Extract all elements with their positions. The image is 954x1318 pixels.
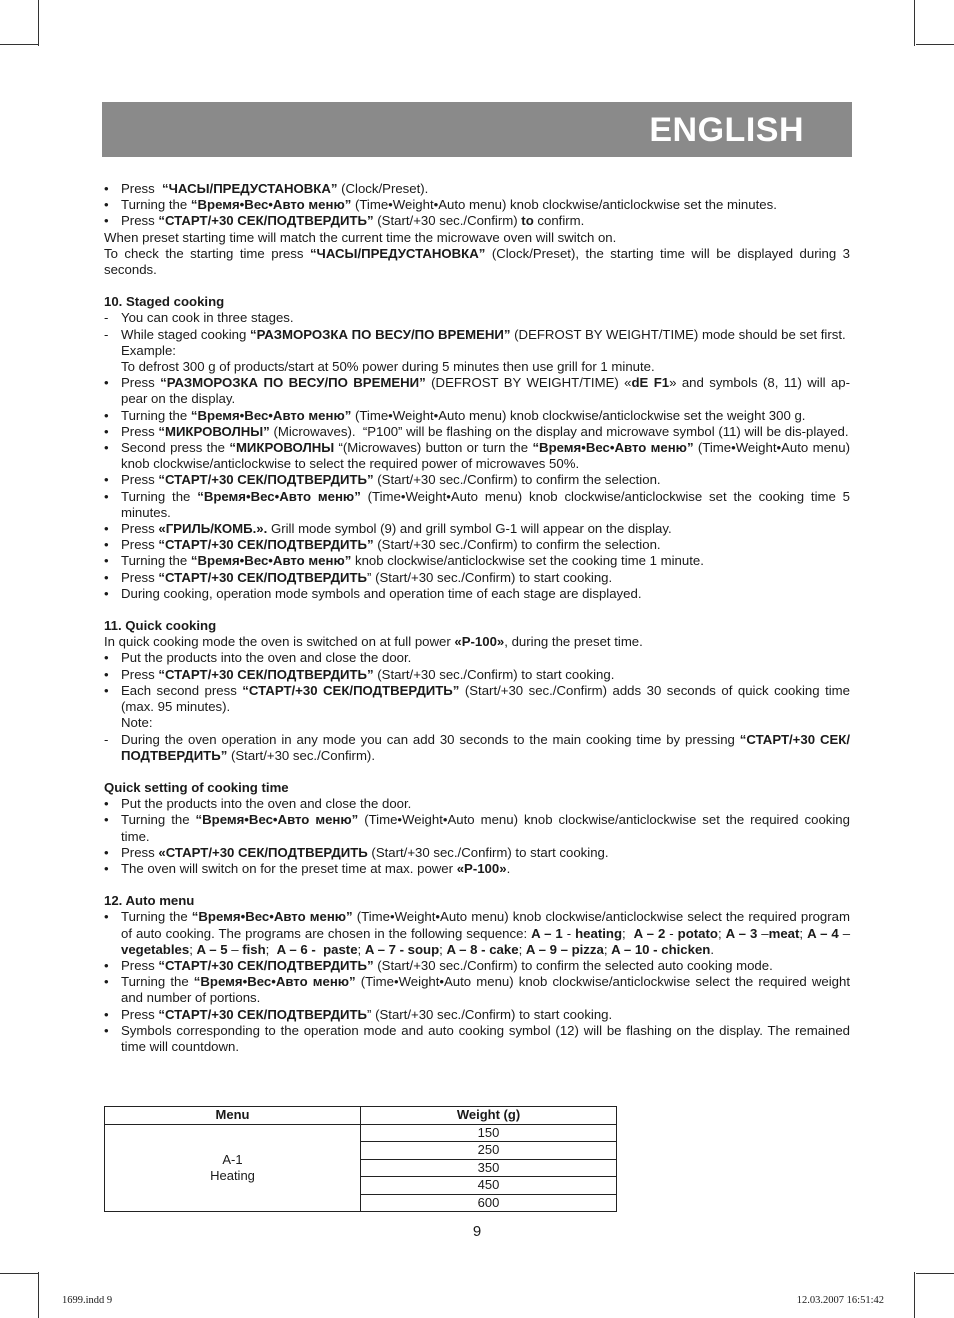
list-item-text: Press “СТАРТ/+30 СЕК/ПОДТВЕРДИТЬ” (Start/+30 sec./Confirm) to confirm the selection. (121, 472, 661, 488)
list-item (104, 553, 850, 569)
bullet-mark: • (104, 521, 109, 537)
crop-mark (916, 44, 954, 45)
bullet-mark: • (104, 957, 109, 973)
bullet-mark: • (104, 423, 109, 439)
list-item (104, 537, 850, 553)
bullet-mark: • (104, 553, 109, 569)
bullet-mark: • (104, 974, 109, 990)
list-item (104, 909, 850, 958)
list-item (104, 489, 850, 521)
list-item (104, 472, 850, 488)
footer-timestamp: 12.03.2007 16:51:42 (796, 1295, 884, 1306)
bullet-list (104, 796, 850, 877)
weight-cell: 150 (361, 1124, 617, 1142)
bullet-mark: • (104, 1006, 109, 1022)
list-item (104, 213, 850, 229)
bullet-mark: • (104, 181, 109, 196)
list-item-text: Press “СТАРТ/+30 СЕК/ПОДТВЕРДИТЬ” (Start/+30 sec./Confirm) to confirm the selected auto cooking mode. (121, 957, 773, 973)
list-item (104, 440, 850, 472)
bullet-mark: • (104, 650, 109, 666)
list-item (104, 667, 850, 683)
crop-mark (0, 44, 38, 45)
list-item-text: The oven will switch on for the preset time at max. power «P-100». (121, 860, 511, 876)
page-content (104, 181, 850, 1055)
banner-title: ENGLISH (649, 111, 804, 149)
footer-filename: 1699.indd 9 (62, 1295, 113, 1306)
intro-paragraph: When preset starting time will match the current time the microwave oven will switch on. (104, 229, 617, 245)
crop-mark (914, 0, 915, 46)
section-heading: 12. Auto menu (104, 893, 195, 909)
bullet-list (104, 375, 850, 602)
dash-item: - You can cook in three stages. (104, 310, 294, 326)
menu-code: A-1 (222, 1151, 243, 1167)
page-number: 9 (472, 1223, 482, 1240)
list-item-text: Symbols corresponding to the operation mode and auto cooking symbol (12) will be flashing on the display. The remained time will countdown. (121, 1022, 850, 1054)
menu-cell (105, 1124, 361, 1212)
bullet-mark: • (104, 569, 109, 585)
table-row (105, 1124, 617, 1142)
list-item-text: Press «ГРИЛЬ/КОМБ.». Grill mode symbol (9) and grill symbol G-1 will appear on the display. (121, 521, 672, 537)
list-item-text: Turning the “Время•Вес•Авто меню” (Time•Weight•Auto menu) knob clockwise/anticlockwise select the required program of auto cooking. The programs are chosen in the following sequence: A – 1 - heating; A – 2 - potato; A – 3 –meat; A – 4 –vegetables; A – 5 – fish; A – 6 - paste; A – 7 - soup; A – 8 - cake; A – 9 – pizza; A – 10 - chicken. (121, 909, 851, 957)
section-intro: In quick cooking mode the oven is switched on at full power «P-100», during the preset time. (104, 634, 643, 650)
crop-mark (0, 1273, 38, 1274)
bullet-mark: • (104, 472, 109, 488)
menu-name: Heating (210, 1167, 255, 1183)
bullet-mark: • (104, 844, 109, 860)
bullet-mark: • (104, 213, 109, 229)
list-item-text: Second press the “МИКРОВОЛНЫ “(Microwaves) button or turn the “Время•Вес•Авто меню” (Time•Weight•Auto menu) knob clockwise/anticlockwise to select the required power of microwaves 50%. (121, 440, 850, 472)
crop-mark (914, 1272, 915, 1318)
bullet-list (104, 650, 850, 715)
section-heading: Quick setting of cooking time (104, 779, 289, 795)
list-item-text: Turning the “Время•Вес•Авто меню” (Time•Weight•Auto menu) knob clockwise/anticlockwise set the weight 300 g. (121, 407, 806, 423)
bullet-mark: • (104, 585, 109, 601)
bullet-mark: • (104, 860, 109, 876)
auto-menu-weight-table (104, 1106, 617, 1212)
bullet-mark: • (104, 1022, 109, 1038)
list-item (104, 408, 850, 424)
weight-cell: 350 (361, 1159, 617, 1177)
list-item (104, 861, 850, 877)
list-item (104, 181, 850, 197)
list-item-text: Put the products into the oven and close the door. (121, 796, 412, 812)
bullet-list (104, 909, 850, 1055)
list-item (104, 1023, 850, 1055)
weight-cell: 250 (361, 1142, 617, 1160)
dash-item: - During the oven operation in any mode you can add 30 seconds to the main cooking time by pressing “СТАРТ/+30 СЕК/ПОДТВЕРДИТЬ” (Start/+30 sec./Confirm). (104, 731, 850, 763)
table-header-menu: Menu (105, 1107, 361, 1125)
list-item (104, 650, 850, 666)
weight-cell: 600 (361, 1194, 617, 1212)
table-header-weight: Weight (g) (361, 1107, 617, 1125)
list-item-text: Press «СТАРТ/+30 СЕК/ПОДТВЕРДИТЬ (Start/+30 sec./Confirm) to start cooking. (121, 844, 609, 860)
list-item (104, 958, 850, 974)
list-item-text: Turning the “Время•Вес•Авто меню” (Time•Weight•Auto menu) knob clockwise/anticlockwise set the required cooking time. (121, 812, 850, 844)
list-item-text: Press “СТАРТ/+30 СЕК/ПОДТВЕРДИТЬ” (Start/+30 sec./Confirm) to confirm the selection. (121, 537, 661, 553)
list-item (104, 1007, 850, 1023)
list-item (104, 375, 850, 407)
crop-mark (38, 0, 39, 46)
list-item-text: Press “МИКРОВОЛНЫ” (Microwaves). “P100” will be flashing on the display and microwave symbol (11) will be dis-played. (121, 423, 849, 439)
list-item-text: Turning the “Время•Вес•Авто меню” (Time•Weight•Auto menu) knob clockwise/anticlockwise set the minutes. (121, 197, 777, 213)
list-item (104, 197, 850, 213)
list-item-text: Press “РАЗМОРОЗКА ПО ВЕСУ/ПО ВРЕМЕНИ” (DEFROST BY WEIGHT/TIME) «dE F1» and symbols (8, 11) will ap-pear on the display. (121, 375, 851, 407)
list-item (104, 845, 850, 861)
language-banner (102, 102, 852, 157)
table-header-row (105, 1107, 617, 1125)
bullet-mark: • (104, 812, 109, 828)
section-heading: 11. Quick cooking (104, 618, 217, 634)
list-item (104, 974, 850, 1006)
crop-mark (38, 1272, 39, 1318)
bullet-mark: • (104, 909, 109, 925)
list-item-text: Press “СТАРТ/+30 СЕК/ПОДТВЕРДИТЬ” (Start/+30 sec./Confirm) to confirm. (121, 213, 585, 229)
intro-paragraph: To check the starting time press “ЧАСЫ/ПРЕДУСТАНОВКА” (Clock/Preset), the starting time will be displayed during 3 seconds. (104, 245, 850, 278)
list-item-text: Press “СТАРТ/+30 СЕК/ПОДТВЕРДИТЬ” (Start/+30 sec./Confirm) to start cooking. (121, 569, 613, 585)
list-item (104, 570, 850, 586)
intro-bullet-list (104, 181, 850, 230)
bullet-mark: • (104, 488, 109, 504)
list-item-text: Each second press “СТАРТ/+30 СЕК/ПОДТВЕРДИТЬ” (Start/+30 sec./Confirm) adds 30 seconds of quick cooking time (max. 95 minutes). (121, 682, 850, 715)
bullet-mark: • (104, 375, 109, 391)
bullet-mark: • (104, 197, 109, 213)
dash-item: - While staged cooking “РАЗМОРОЗКА ПО ВЕСУ/ПО ВРЕМЕНИ” (DEFROST BY WEIGHT/TIME) mode should be set first. (104, 326, 846, 342)
example-label: Example: (121, 342, 176, 358)
list-item-text: Turning the “Время•Вес•Авто меню” (Time•Weight•Auto menu) knob clockwise/anticlockwise select the required weight and number of portions. (121, 974, 850, 1006)
list-item (104, 796, 850, 812)
list-item-text: During cooking, operation mode symbols and operation time of each stage are displayed. (121, 585, 642, 601)
list-item-text: Press “СТАРТ/+30 СЕК/ПОДТВЕРДИТЬ” (Start/+30 sec./Confirm) to start cooking. (121, 666, 615, 682)
list-item-text: Press “СТАРТ/+30 СЕК/ПОДТВЕРДИТЬ” (Start/+30 sec./Confirm) to start cooking. (121, 1006, 613, 1022)
list-item (104, 586, 850, 602)
bullet-mark: • (104, 666, 109, 682)
bullet-mark: • (104, 537, 109, 553)
bullet-mark: • (104, 407, 109, 423)
crop-mark (916, 1273, 954, 1274)
bullet-mark: • (104, 682, 109, 698)
bullet-mark: • (104, 440, 109, 456)
list-item-text: Put the products into the oven and close the door. (121, 650, 412, 666)
list-item-text: Turning the “Время•Вес•Авто меню” (Time•Weight•Auto menu) knob clockwise/anticlockwise set the cooking time 5 minutes. (121, 488, 850, 520)
weight-cell: 450 (361, 1177, 617, 1195)
section-heading: 10. Staged cooking (104, 294, 225, 310)
bullet-mark: • (104, 796, 109, 812)
list-item (104, 521, 850, 537)
list-item (104, 683, 850, 715)
list-item-text: Press “ЧАСЫ/ПРЕДУСТАНОВКА” (Clock/Preset). (121, 181, 429, 196)
note-label: Note: (121, 715, 153, 731)
example-text: To defrost 300 g of products/start at 50% power during 5 minutes then use grill for 1 minute. (121, 359, 655, 375)
list-item (104, 424, 850, 440)
list-item (104, 812, 850, 844)
list-item-text: Turning the “Время•Вес•Авто меню” knob clockwise/anticlockwise set the cooking time 1 minute. (121, 553, 704, 569)
